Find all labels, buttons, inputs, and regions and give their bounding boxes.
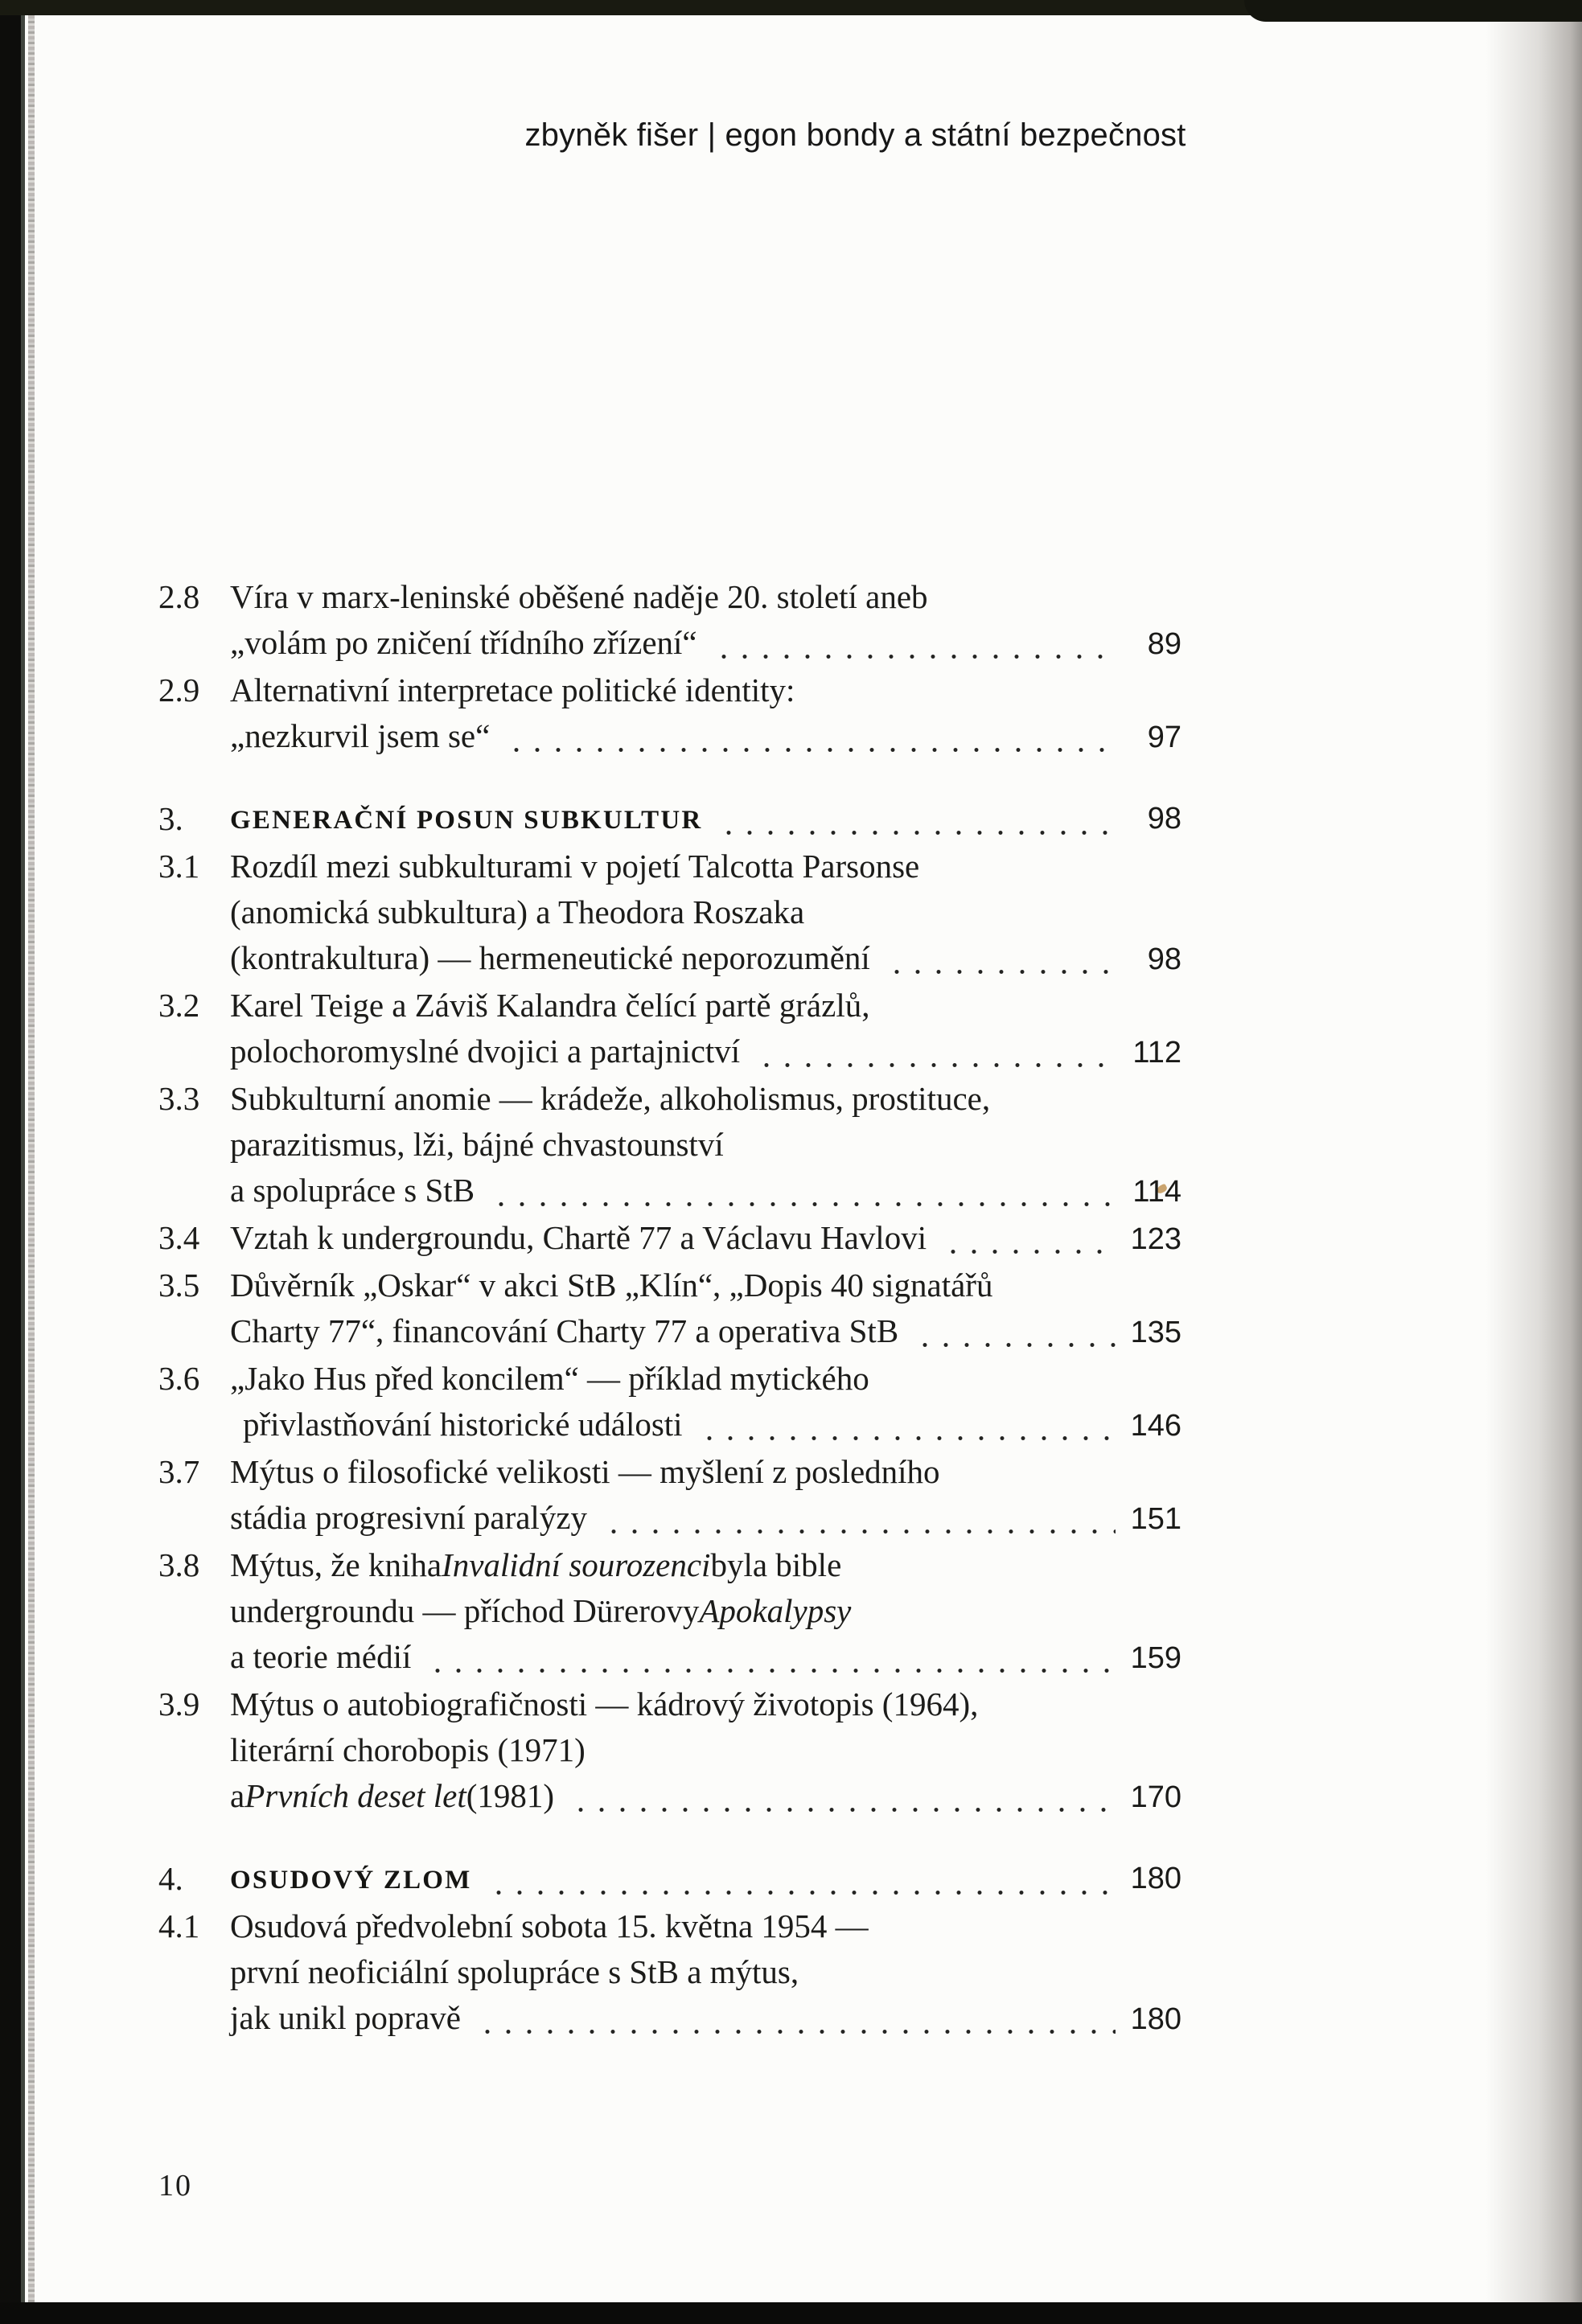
entry-line — [230, 1727, 1181, 1773]
page-number: 151 — [1130, 1502, 1181, 1536]
entry-line — [230, 1681, 1181, 1727]
scan-spine-texture — [28, 0, 35, 2324]
entry-body — [230, 983, 1181, 1076]
page-curl-shadow — [1485, 0, 1582, 2324]
entry-line — [230, 1215, 1181, 1263]
entry-text-segment: přivlastňování historické události — [243, 1406, 683, 1443]
entry-text-segment: „nezkurvil jsem se“ — [230, 717, 491, 754]
page-number: 146 — [1130, 1409, 1181, 1443]
dot-leader — [715, 796, 1116, 844]
page-number: 112 — [1132, 1036, 1181, 1070]
folio-page-number: 10 — [158, 2169, 192, 2203]
toc-entry — [158, 983, 1181, 1076]
entry-body — [230, 1542, 1181, 1681]
toc-entry — [158, 1681, 1181, 1821]
entry-text-segment: Prvních deset let — [244, 1777, 466, 1814]
entry-line — [230, 1903, 1181, 1949]
entry-line — [230, 1634, 1181, 1681]
entry-body — [230, 796, 1181, 844]
entry-body — [230, 574, 1181, 667]
entry-text-segment: Osudová předvolební sobota 15. května 1954 — — [230, 1907, 869, 1944]
entry-body — [230, 1215, 1181, 1263]
entry-line — [230, 796, 1181, 844]
page-number: 98 — [1147, 942, 1181, 976]
entry-line — [230, 889, 1181, 935]
entry-line — [230, 983, 1181, 1029]
dot-leader — [883, 935, 1116, 983]
scan-edge-bottom — [0, 2302, 1582, 2324]
scan-edge-top — [0, 0, 1582, 15]
entry-text-segment: Vztah k undergroundu, Chartě 77 a Václavu Havlovi — [230, 1219, 927, 1256]
toc-entry — [158, 667, 1181, 761]
toc-entry — [158, 1449, 1181, 1542]
entry-number: 2.8 — [158, 578, 200, 615]
page-number: 159 — [1130, 1641, 1181, 1675]
entry-text-segment: Karel Teige a Záviš Kalandra čelící partě grázlů, — [230, 987, 870, 1024]
entry-line — [230, 1449, 1181, 1495]
entry-line — [230, 1856, 1181, 1903]
entry-line — [230, 1168, 1181, 1215]
dot-leader — [424, 1634, 1116, 1681]
entry-text-segment: Mýtus o autobiografičnosti — kádrový životopis (1964), — [230, 1686, 979, 1722]
entry-text-segment: undergroundu — příchod Dürerovy — [230, 1592, 700, 1629]
entry-text-segment: polochoromyslné dvojici a partajnictví — [230, 1033, 741, 1070]
entry-body — [230, 1903, 1181, 2043]
entry-text-segment: a teorie médií — [230, 1638, 412, 1675]
page-number: 123 — [1130, 1222, 1181, 1256]
entry-line — [230, 1122, 1181, 1168]
entry-text-segment: GENERAČNÍ POSUN SUBKULTUR — [230, 806, 703, 835]
page-number: 135 — [1130, 1316, 1181, 1349]
entry-line — [230, 935, 1181, 983]
entry-line — [230, 1402, 1181, 1449]
entry-number: 2.9 — [158, 671, 200, 708]
dot-leader — [567, 1773, 1116, 1821]
entry-text-segment: první neoficiální spolupráce s StB a mýtus, — [230, 1953, 799, 1990]
entry-line — [230, 1495, 1181, 1542]
toc-entry — [158, 1356, 1181, 1449]
entry-text-segment: Mýtus, že kniha — [230, 1546, 442, 1583]
entry-text-segment: stádia progresivní paralýzy — [230, 1499, 588, 1536]
toc-section-entry — [158, 1856, 1181, 1903]
toc-entry — [158, 574, 1181, 667]
entry-text-segment: Invalidní sourozenci — [442, 1546, 711, 1583]
entry-number: 3.8 — [158, 1546, 200, 1583]
dot-leader — [474, 1995, 1116, 2043]
entry-number: 3.2 — [158, 987, 200, 1024]
entry-line — [230, 574, 1181, 620]
entry-body — [230, 667, 1181, 761]
entry-body — [230, 1076, 1181, 1215]
entry-text-segment: Rozdíl mezi subkulturami v pojetí Talcotta Parsonse — [230, 848, 920, 885]
page-number: 89 — [1147, 627, 1181, 661]
table-of-contents — [158, 574, 1181, 2043]
entry-text-segment: a spolupráce s StB — [230, 1172, 475, 1209]
entry-text-segment: „Jako Hus před koncilem“ — příklad mytického — [230, 1360, 869, 1397]
entry-line — [230, 1029, 1181, 1076]
entry-number: 3. — [158, 800, 183, 837]
entry-body — [230, 1681, 1181, 1821]
page-number: 97 — [1147, 721, 1181, 754]
entry-number: 3.6 — [158, 1360, 200, 1397]
entry-text-segment: a — [230, 1777, 245, 1814]
entry-text-segment: „volám po zničení třídního zřízení“ — [230, 624, 697, 661]
entry-body — [230, 1449, 1181, 1542]
entry-line — [230, 1076, 1181, 1122]
toc-entry — [158, 844, 1181, 983]
page-number: 114 — [1132, 1175, 1181, 1209]
entry-text-segment: (1981) — [466, 1777, 555, 1814]
entry-line — [230, 1995, 1181, 2043]
toc-entry — [158, 1076, 1181, 1215]
dot-leader — [753, 1029, 1116, 1076]
entry-line — [230, 844, 1181, 889]
page-number: 98 — [1147, 802, 1181, 836]
entry-line — [230, 1308, 1181, 1356]
entry-text-segment: Subkulturní anomie — krádeže, alkoholismus, prostituce, — [230, 1080, 991, 1117]
entry-number: 3.4 — [158, 1219, 200, 1256]
running-head: zbyněk fišer | egon bondy a státní bezpečnost — [524, 117, 1186, 153]
entry-line — [230, 1542, 1181, 1588]
entry-body — [230, 1856, 1181, 1903]
page-number: 180 — [1130, 1862, 1181, 1895]
entry-text-segment: Důvěrník „Oskar“ v akci StB „Klín“, „Dopis 40 signatářů — [230, 1267, 993, 1304]
entry-text-segment: Víra v marx-leninské oběšené naděje 20. století aneb — [230, 578, 928, 615]
entry-line — [230, 667, 1181, 713]
dot-leader — [710, 620, 1116, 667]
toc-section-entry — [158, 796, 1181, 844]
entry-line — [230, 1949, 1181, 1995]
entry-body — [230, 1263, 1181, 1356]
entry-text-segment: Charty 77“, financování Charty 77 a operativa StB — [230, 1312, 899, 1349]
entry-text-segment: Alternativní interpretace politické identity: — [230, 671, 795, 708]
entry-line — [230, 1588, 1181, 1634]
dot-leader — [696, 1402, 1116, 1449]
entry-line — [230, 1356, 1181, 1402]
toc-entry — [158, 1903, 1181, 2043]
entry-number: 3.7 — [158, 1453, 200, 1490]
entry-number: 4. — [158, 1860, 183, 1897]
entry-number: 3.1 — [158, 848, 200, 885]
toc-entry — [158, 1263, 1181, 1356]
entry-text-segment: Apokalypsy — [699, 1592, 852, 1629]
entry-line — [230, 620, 1181, 667]
entry-body — [230, 1356, 1181, 1449]
toc-entry — [158, 1215, 1181, 1263]
entry-text-segment: byla bible — [710, 1546, 842, 1583]
page-number: 180 — [1130, 2002, 1181, 2036]
entry-text-segment: Mýtus o filosofické velikosti — myšlení z posledního — [230, 1453, 940, 1490]
entry-text-segment: (anomická subkultura) a Theodora Roszaka — [230, 893, 805, 930]
entry-text-segment: jak unikl popravě — [230, 1999, 461, 2036]
entry-number: 3.3 — [158, 1080, 200, 1117]
dot-leader — [911, 1308, 1116, 1356]
scan-gutter-line — [21, 0, 25, 2324]
dot-leader — [487, 1168, 1116, 1215]
entry-text-segment: parazitismus, lži, bájné chvastounství — [230, 1126, 724, 1163]
entry-line — [230, 713, 1181, 761]
scan-edge-left — [0, 0, 21, 2324]
dot-leader — [503, 713, 1116, 761]
toc-entry — [158, 1542, 1181, 1681]
dot-leader — [600, 1495, 1116, 1542]
entry-body — [230, 844, 1181, 983]
entry-text-segment: OSUDOVÝ ZLOM — [230, 1866, 472, 1895]
entry-number: 3.5 — [158, 1267, 200, 1304]
entry-line — [230, 1773, 1181, 1821]
entry-number: 3.9 — [158, 1686, 200, 1722]
entry-number: 4.1 — [158, 1907, 200, 1944]
entry-line — [230, 1263, 1181, 1308]
dot-leader — [939, 1215, 1116, 1263]
entry-text-segment: literární chorobopis (1971) — [230, 1731, 586, 1768]
dot-leader — [485, 1856, 1116, 1903]
entry-text-segment: (kontrakultura) — hermeneutické neporozumění — [230, 939, 870, 976]
page-number: 170 — [1130, 1780, 1181, 1814]
